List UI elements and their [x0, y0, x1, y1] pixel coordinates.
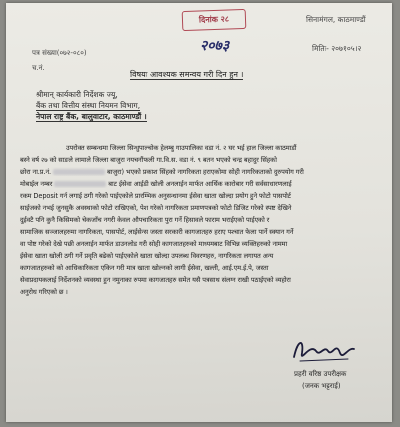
signatory-title: प्रहरी वरिष्ठ उपरीक्षक — [294, 370, 347, 378]
body-line: वा पोष्ट गरेको देखे पछी अनलाईन मार्फत डाउनलोड गरी सोही कागजातहरुको माध्यमबाट विभिन्न व्यक्तिहरुको नाममा — [20, 240, 288, 248]
letter-subject: विषयः आवश्यक समन्वय गरी दिन हुन । — [130, 70, 244, 79]
body-line: अनुरोध गरिएको छ । — [20, 288, 68, 296]
addressee-line: बैंक तथा वित्तीय संस्था नियमन विभाग, — [36, 101, 141, 110]
body-text: छोरा ना.प्र.नं. — [20, 168, 51, 176]
body-line: साईजको नभई जुनसुकै अवस्थाको फोटो राखिएको, पेश गरेको नागरिकता प्रमाणपत्रको फोटो डिजिट गरेको स्पष्ट देखिने — [20, 204, 292, 212]
body-line: दुईवटै पनि कुनै किसिमको चेकजाँच नगरी केवल औपचारिकता पुरा गर्ने हिसावले फाराम भराईएको पाईएको र — [20, 216, 270, 224]
body-text: बाजुरा) भएको प्रकाश सिंहको नागरिकता हराएकोमा सोही नागरिकताको दुरुपयोग गरी — [107, 168, 304, 176]
received-stamp: दिनांक २८ — [182, 9, 247, 31]
addressee-line: श्रीमान् कार्यकारी निर्देशक ज्यू, — [36, 90, 118, 99]
body-line: सेवाप्रदायकलाई निर्देशनको व्यवस्था हुन नमुनाका रुपमा कागजातहरु समेत यसै पत्रसाथ संलग्न राखी पठाईएको व्यहोरा — [20, 276, 291, 284]
body-line: उपरोक्त सम्बन्धमा जिल्ला सिन्धुपाल्चोक हेलम्बु गाउपालिका वडा नं. २ घर भई हाल जिल्ला काठमाडौं — [66, 144, 297, 152]
body-text: मोबाईल नम्बर — [20, 180, 53, 188]
signatory-name: (जनक भट्टराई) — [302, 382, 341, 390]
body-line: रकम Deposit गर्न लगाई ठगी गरेको पाईएकोले प्रारम्भिक अनुसन्धानमा ईसेवा खाता खोल्दा प्रयोग हुने फोटो पासपोर्ट — [20, 192, 291, 200]
body-line: बस्ने वर्ष २७ को साङले लामाले जिल्ला बाजुरा नयचनौंफली गा.वि.स. वडा नं. ९ बतन भएको चन्द्र बहादुर सिंहको — [20, 156, 277, 164]
letter-sheet — [6, 3, 392, 422]
body-line — [20, 167, 372, 176]
redacted-phone — [54, 181, 106, 187]
body-line: ईसेवा खाता खोली ठगी गर्ने प्रवृति बढेको पाईएकोले खाता खोल्दा उपलब्ध विवरणहरु, नागरिकता लगायत अन्य — [20, 252, 274, 260]
letter-date: मितिः- २०७१०५।२ — [312, 44, 362, 53]
dispatch-number: च.नं. — [32, 64, 45, 72]
body-line: कागजातहरुको को आधिकारिकता एकिन गरी मात्र खाता खोल्नको लागी ईसेवा, खल्ती, आई.एम.ई.पे, जस्ता — [20, 264, 269, 272]
office-place: सिनामंगल, काठमाण्डौं — [306, 15, 366, 24]
redacted-id — [53, 169, 105, 175]
body-text: बाट ईसेवा आईडी खोली अनलाईन मार्फत आर्थिक कारोबार गरी सर्वसाधारणलाई — [108, 180, 292, 188]
handwritten-signature — [290, 333, 360, 367]
reference-number: पत्र संख्या(०७२-०८०) — [32, 49, 87, 57]
handwritten-number: २०७३ — [200, 38, 230, 54]
addressee-line: नेपाल राष्ट्र बैंक, बालुवाटार, काठमाण्डौं । — [36, 112, 147, 121]
body-line: सामाजिक सञ्जालहरुमा नागरिकता, पासपोर्ट, लाईसेन्स जस्ता सरकारी कागजातहरु हराए पश्चात फेला पार्ने स्क्यान गर्ने — [20, 228, 294, 236]
body-line — [20, 179, 372, 188]
